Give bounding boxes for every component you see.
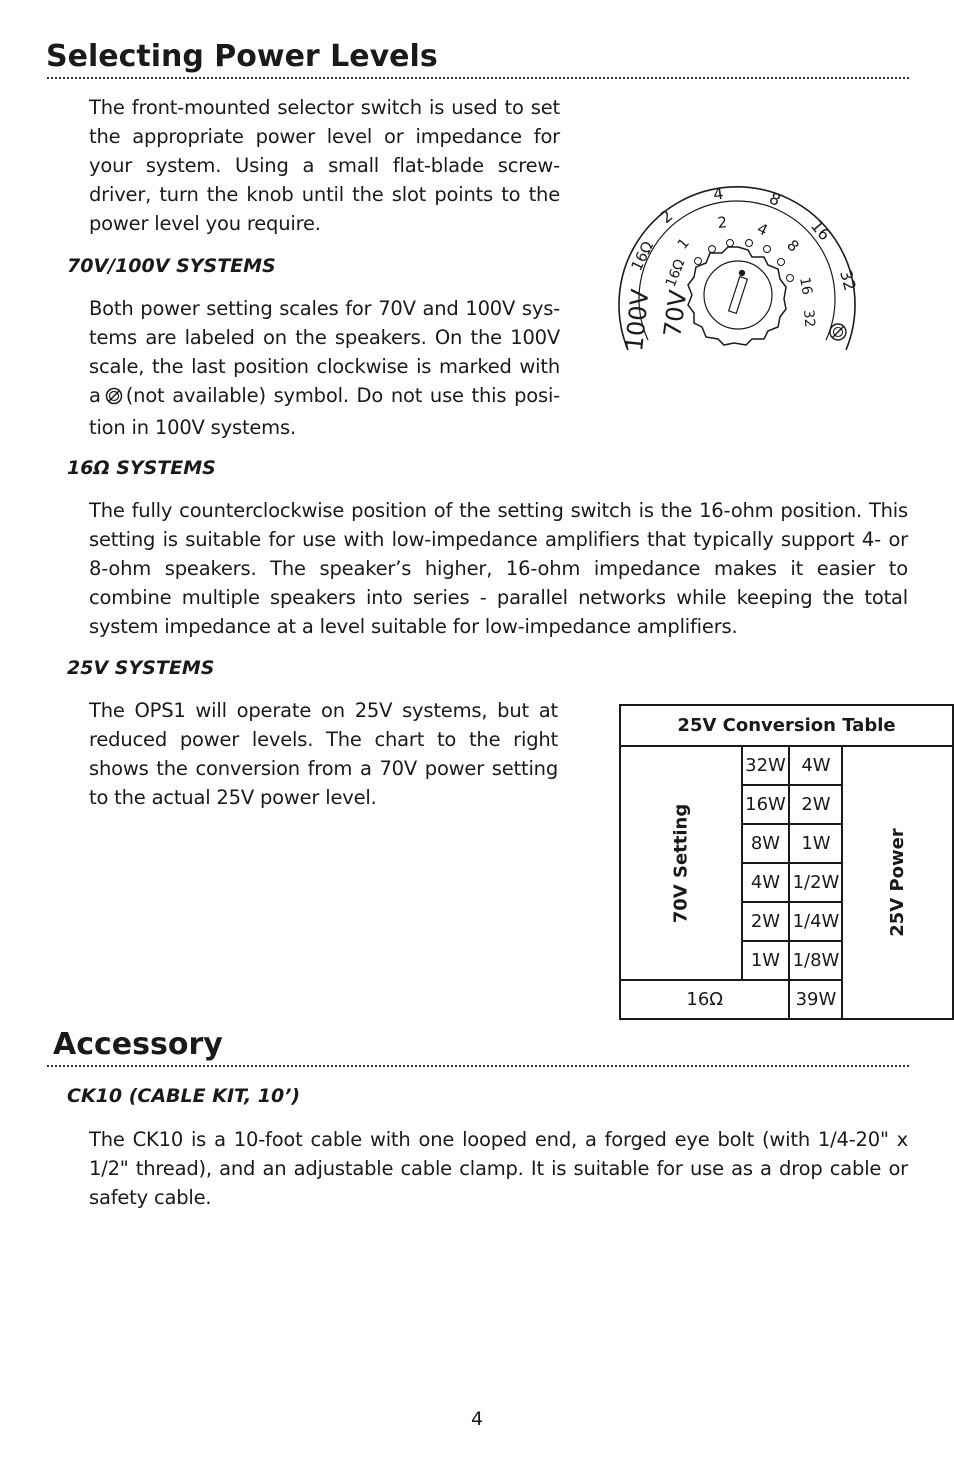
section-title-power-levels: Selecting Power Levels: [46, 39, 438, 74]
dial-inner-4: 4: [754, 219, 771, 240]
dial-not-available-icon: [830, 324, 846, 340]
table-cell-setting: 4W: [742, 863, 790, 902]
paragraph-70v-part2: (not available) symbol. Do not use this posi-tion in 100V systems.: [89, 384, 560, 439]
dial-label-100v: 100V: [620, 287, 655, 353]
subheading-ck10: CK10 (CABLE KIT, 10’): [67, 1085, 301, 1107]
table-cell-power: 1/2W: [789, 863, 842, 902]
dial-inner-1: 1: [674, 235, 693, 253]
table-cell-setting-16ohm: 16Ω: [620, 980, 789, 1019]
dial-outer-16ohm: 16Ω: [627, 238, 657, 274]
title-divider: [47, 77, 909, 79]
table-cell-power: 2W: [789, 785, 842, 824]
table-left-label-cell: [620, 746, 742, 980]
dial-inner-32: 32: [800, 308, 818, 329]
paragraph-70v-100v: [89, 294, 560, 442]
table-cell-power: 1W: [789, 824, 842, 863]
dial-inner-16ohm: 16Ω: [662, 257, 689, 290]
subheading-70v-100v: 70V/100V SYSTEMS: [67, 255, 276, 277]
selector-switch-diagram: [600, 160, 870, 375]
table-cell-power-16ohm: 39W: [789, 980, 842, 1019]
table-cell-power: 1/4W: [789, 902, 842, 941]
dial-outer-16: 16: [806, 216, 835, 245]
paragraph-ck10: The CK10 is a 10-foot cable with one looped end, a forged eye bolt (with 1/4-20" x 1/2" thread), and an adjustable cable clamp. It is suitable for use as a drop cable or safety cable.: [89, 1128, 908, 1209]
dial-outer-2: 2: [656, 205, 677, 228]
page-number: 4: [470, 1408, 484, 1430]
table-cell-setting: 8W: [742, 824, 790, 863]
table-right-label: 25V Power: [887, 828, 909, 937]
paragraph-25v: The OPS1 will operate on 25V systems, but at reduced power levels. The chart to the right shows the conversion from a 70V power setting to the actual 25V power level.: [89, 699, 558, 809]
table-cell-setting: 2W: [742, 902, 790, 941]
dial-outer-8: 8: [766, 188, 784, 210]
table-cell-setting: 16W: [742, 785, 790, 824]
table-left-label: 70V Setting: [670, 803, 692, 923]
table-header: 25V Conversion Table: [620, 705, 953, 746]
dial-label-70v: 70V: [658, 288, 693, 339]
not-available-icon: [105, 384, 123, 413]
conversion-table: [619, 704, 954, 1020]
intro-paragraph: The front-mounted selector switch is used to set the appropriate power level or impedance for your system. Using a small flat-blade screw-driver, turn the knob until the slot points to the power level you require.: [89, 96, 560, 235]
dial-inner-16: 16: [796, 275, 815, 297]
table-right-label-cell: [842, 746, 953, 1019]
paragraph-16ohm: The fully counterclockwise position of the setting switch is the 16-ohm position. This setting is suitable for use with low-impedance amplifiers that typically support 4- or 8-ohm speakers. The speaker’s higher, 16-ohm impedance makes it easier to combine multiple speakers into series - parallel networks while keeping the total system impedance at a level suitable for low-impedance amplifiers.: [89, 499, 908, 638]
dial-outer-32: 32: [836, 268, 860, 293]
subheading-25v: 25V SYSTEMS: [67, 657, 215, 679]
table-cell-setting: 1W: [742, 941, 790, 980]
dial-inner-2: 2: [716, 213, 728, 232]
paragraph-70v-part1: Both power setting scales for 70V and 100V sys-tems are labeled on the speakers. On the 100V scale, the last position clockwise is marked with a: [89, 297, 560, 407]
dial-outer-4: 4: [711, 183, 725, 204]
table-cell-power: 1/8W: [789, 941, 842, 980]
dial-inner-8: 8: [783, 236, 803, 256]
table-cell-setting: 32W: [742, 746, 790, 785]
section-title-accessory: Accessory: [53, 1027, 223, 1062]
accessory-divider: [47, 1065, 909, 1067]
table-row: [620, 746, 953, 785]
subheading-16ohm: 16Ω SYSTEMS: [67, 457, 216, 479]
knob: [688, 247, 786, 345]
table-cell-power: 4W: [789, 746, 842, 785]
